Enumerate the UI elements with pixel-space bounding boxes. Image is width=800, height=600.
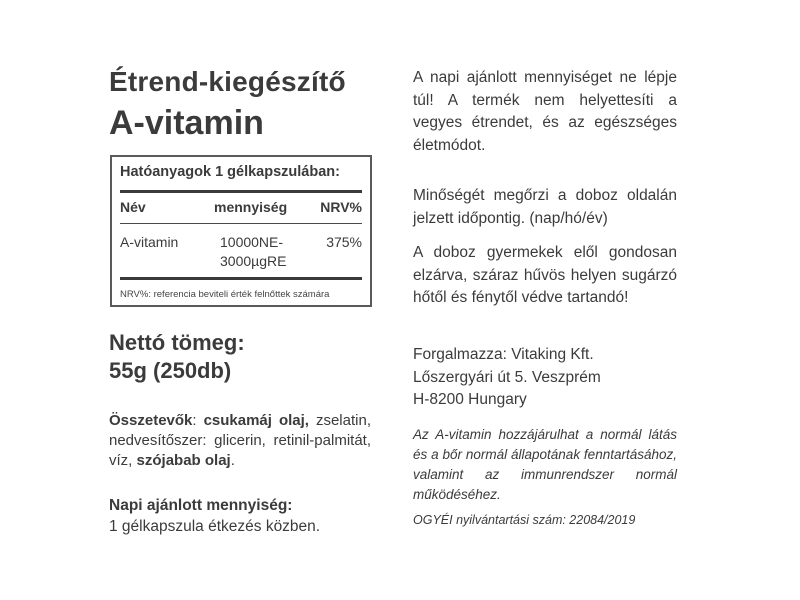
daily-dose-text: 1 gélkapszula étkezés közben. — [109, 518, 321, 535]
ingredient-highlight: szójabab olaj — [136, 452, 231, 469]
table-cell-amount — [220, 233, 286, 271]
table-heading: Hatóanyagok 1 gélkapszulában: — [120, 164, 340, 180]
table-cell-name: A-vitamin — [120, 234, 179, 250]
ingredients-label: Összetevők — [109, 412, 193, 429]
column-header-name: Név — [120, 199, 146, 215]
net-weight-label: Nettó tömeg: — [109, 330, 245, 355]
registration-number: OGYÉI nyilvántartási szám: 22084/2019 — [413, 513, 636, 527]
health-claim: Az A-vitamin hozzájárulhat a normál látás és a bőr normál állapotának fenntartásához, valamint az immunrendszer normál működéséhez. — [413, 427, 677, 502]
ingredient-highlight: csukamáj olaj, — [203, 412, 309, 429]
table-divider — [120, 190, 362, 193]
product-name-title: A-vitamin — [109, 104, 264, 142]
ingredients-text: Összetevők: csukamáj olaj, zselatin, nedvesítőszer: glicerin, retinil-palmitát, víz, szójabab olaj. — [109, 412, 371, 469]
storage-instructions: A doboz gyermekek elől gondosan elzárva, száraz hűvös helyen sugárzó hőtől és fénytől védve tartandó! — [413, 244, 677, 306]
amount-line: 3000µgRE — [220, 253, 287, 269]
table-footnote: NRV%: referencia beviteli érték felnőttek számára — [120, 289, 330, 300]
best-before-note: Minőségét megőrzi a doboz oldalán jelzett időpontig. (nap/hó/év) — [413, 187, 677, 227]
table-divider — [120, 277, 362, 280]
product-category-title: Étrend-kiegészítő — [109, 66, 346, 97]
column-header-amount: mennyiség — [214, 199, 288, 215]
dosage-warning: A napi ajánlott mennyiséget ne lépje túl! A termék nem helyettesíti a vegyes étrendet, és az egészséges életmódot. — [413, 69, 677, 154]
net-weight-value: 55g (250db) — [109, 358, 232, 383]
amount-line: 10000NE- — [220, 234, 284, 250]
distributor-info: Forgalmazza: Vitaking Kft. Lőszergyári út 5. Veszprém H-8200 Hungary — [413, 346, 601, 408]
table-cell-nrv: 375% — [326, 234, 362, 250]
active-ingredients-table — [110, 155, 372, 307]
daily-dose-heading: Napi ajánlott mennyiség: — [109, 497, 293, 514]
table-divider — [120, 223, 362, 224]
column-header-nrv: NRV% — [320, 199, 362, 215]
